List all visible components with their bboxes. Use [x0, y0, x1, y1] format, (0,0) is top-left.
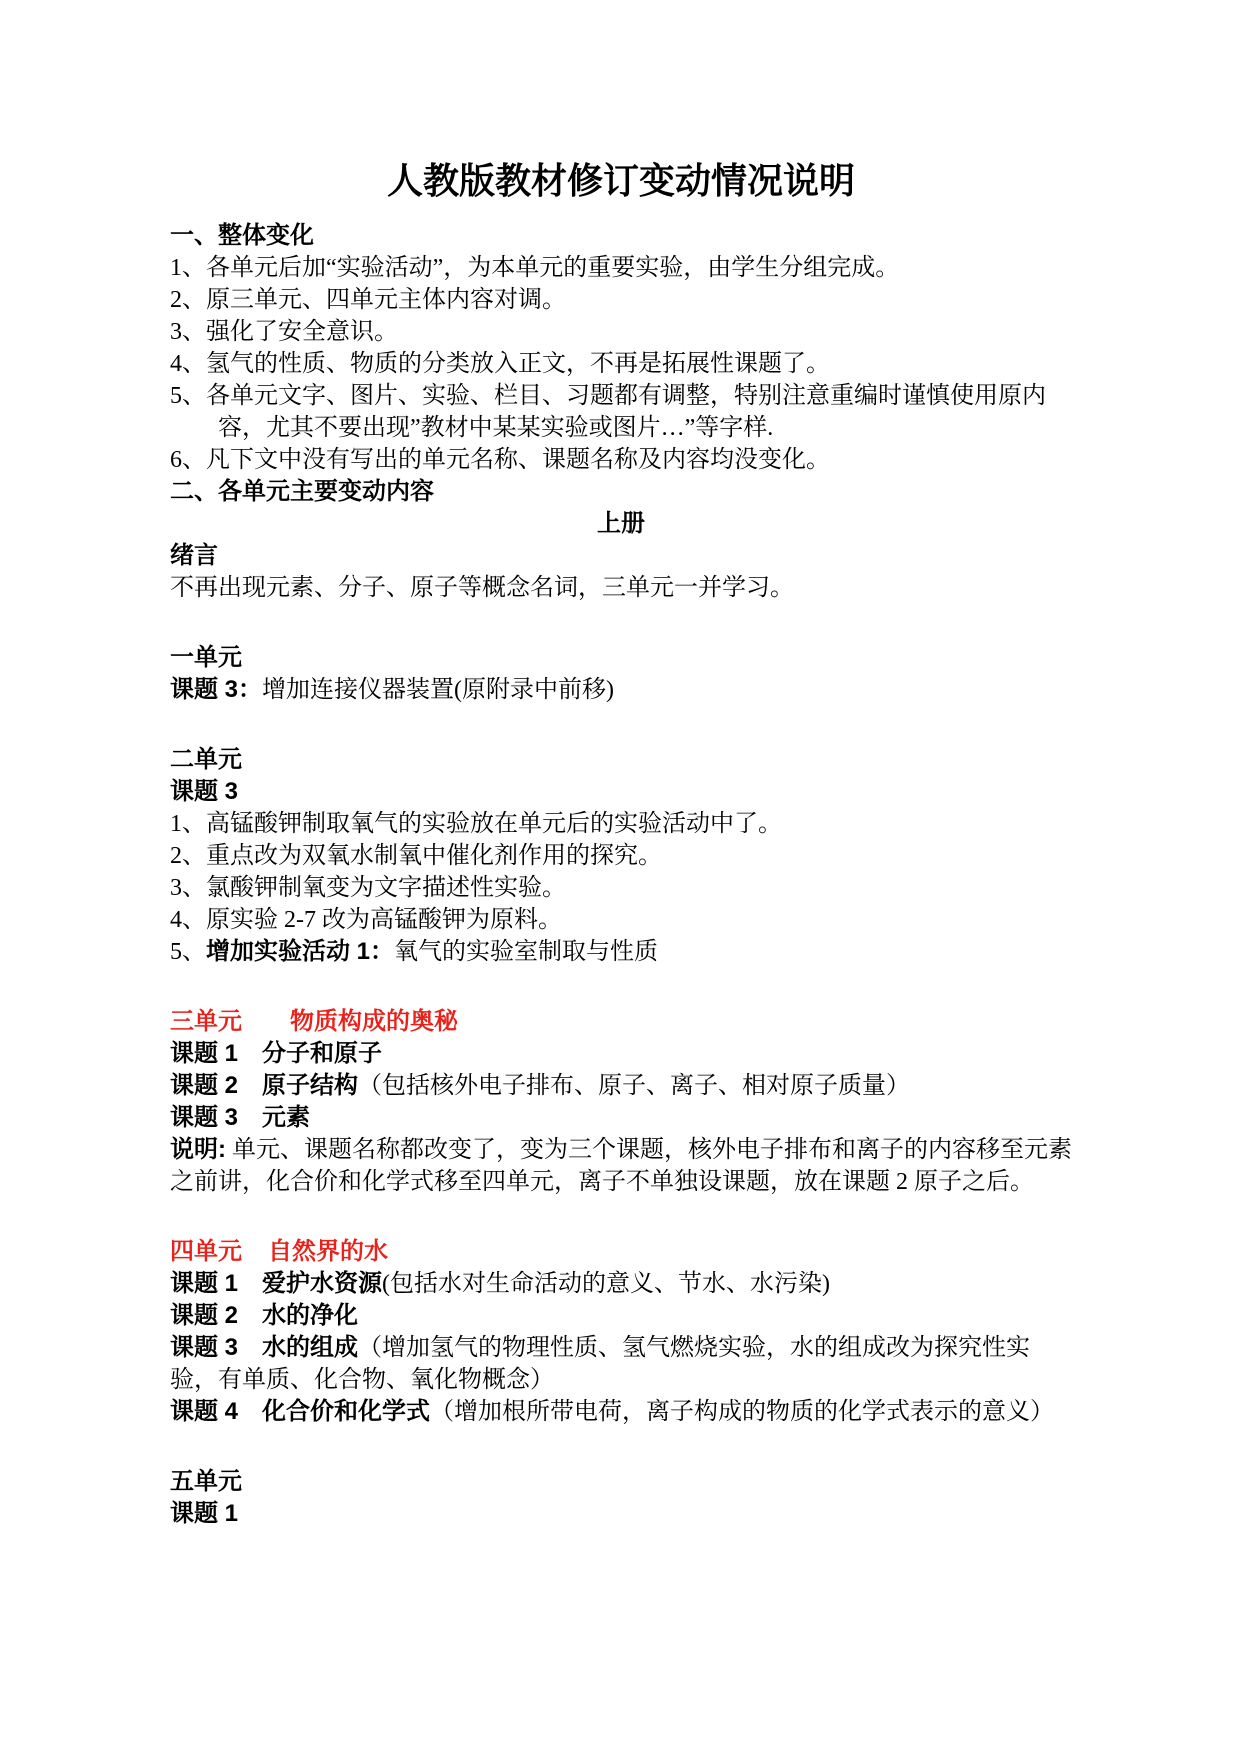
topic-row: [170, 1038, 1072, 1070]
topic-row: [170, 1268, 1072, 1300]
unit-2: [170, 744, 1072, 968]
list-item: [170, 936, 1072, 968]
topic-row: [170, 1396, 1072, 1428]
unit-number: 四单元: [170, 1238, 242, 1265]
list-item: 3、氯酸钾制氧变为文字描述性实验。: [170, 875, 566, 901]
unit-5-heading: 五单元: [170, 1468, 242, 1495]
topic-label: 课题 2: [170, 1302, 239, 1329]
topic-row: [170, 1070, 1072, 1102]
unit-1-heading: 一单元: [170, 644, 242, 671]
unit-3-heading: [170, 1006, 1072, 1038]
list-item: 3、强化了安全意识。: [170, 319, 398, 345]
unit-number: 三单元: [170, 1008, 242, 1035]
note-label: 说明:: [170, 1136, 226, 1163]
unit-5: [170, 1466, 1072, 1530]
topic-note: （增加根所带电荷，离子构成的物质的化学式表示的意义）: [430, 1399, 1055, 1425]
list-item-text: 氧气的实验室制取与性质: [394, 939, 659, 965]
topic-label: 课题 2: [170, 1072, 239, 1099]
list-item: 4、氢气的性质、物质的分类放入正文，不再是拓展性课题了。: [170, 351, 830, 377]
topic-title: 原子结构: [262, 1072, 359, 1099]
topic-title: 水的净化: [262, 1302, 359, 1329]
topic-row: [170, 1102, 1072, 1134]
unit-4-heading: [170, 1236, 1072, 1268]
topic-note: （包括核外电子排布、原子、离子、相对原子质量）: [358, 1073, 911, 1099]
units-section-heading: 二、各单元主要变动内容: [170, 478, 434, 505]
topic-label: 课题 4: [170, 1398, 239, 1425]
unit-4: [170, 1236, 1072, 1428]
topic-title: 水的组成: [262, 1334, 359, 1361]
topic-label: 课题 3: [170, 1104, 239, 1131]
unit-1-topic-3: [170, 674, 1072, 706]
volume-label: 上册: [597, 510, 645, 537]
list-item: 2、重点改为双氧水制氧中催化剂作用的探究。: [170, 843, 662, 869]
page-title: 人教版教材修订变动情况说明: [386, 161, 855, 201]
topic-label: 课题 3: [170, 1334, 239, 1361]
list-item: 1、高锰酸钾制取氧气的实验放在单元后的实验活动中了。: [170, 811, 782, 837]
unit-2-heading: 二单元: [170, 746, 242, 773]
unit-3-note: [170, 1134, 1072, 1198]
topic-title: 元素: [262, 1104, 311, 1131]
list-item: 1、各单元后加“实验活动”，为本单元的重要实验，由学生分组完成。: [170, 255, 900, 281]
topic-label: 课题 3：: [170, 676, 263, 703]
topic-title: 爱护水资源: [262, 1270, 383, 1297]
preface-text: 不再出现元素、分子、原子等概念名词，三单元一并学习。: [170, 575, 794, 601]
topic-note: （增加氢气的物理性质、氢气燃烧实验，水的组成改为探究性实验，有单质、化合物、氧化物概念）: [170, 1335, 1031, 1393]
topic-text: 增加连接仪器装置(原附录中前移): [262, 677, 614, 703]
unit-5-topic-heading: 课题 1: [170, 1500, 239, 1527]
topic-title: 化合价和化学式: [262, 1398, 431, 1425]
list-item: 5、各单元文字、图片、实验、栏目、习题都有调整，特别注意重编时谨慎使用原内容，尤其不要出现”教材中某某实验或图片…”等字样.: [170, 383, 1046, 441]
topic-row: [170, 1300, 1072, 1332]
unit-3: [170, 1006, 1072, 1198]
topic-label: 课题 1: [170, 1270, 239, 1297]
list-item: 4、原实验 2-7 改为高锰酸钾为原料。: [170, 907, 562, 933]
topic-note: (包括水对生命活动的意义、节水、水污染): [382, 1271, 830, 1297]
topic-title: 分子和原子: [262, 1040, 383, 1067]
unit-name: 自然界的水: [268, 1238, 388, 1265]
unit-1: [170, 642, 1072, 706]
topic-label: 课题 1: [170, 1040, 239, 1067]
list-item-bold-text: 增加实验活动 1：: [206, 938, 395, 965]
overall-heading: 一、整体变化: [170, 222, 314, 249]
topic-row: [170, 1332, 1072, 1396]
list-item: 6、凡下文中没有写出的单元名称、课题名称及内容均没变化。: [170, 447, 830, 473]
list-item: 2、原三单元、四单元主体内容对调。: [170, 287, 566, 313]
preface-heading: 绪言: [170, 542, 218, 569]
unit-name: 物质构成的奥秘: [290, 1008, 458, 1035]
list-item-number: 5、: [170, 939, 206, 965]
note-text: 单元、课题名称都改变了，变为三个课题，核外电子排布和离子的内容移至元素之前讲，化合价和化学式移至四单元，离子不单独设课题，放在课题 2 原子之后。: [170, 1137, 1072, 1195]
unit-2-topic-heading: 课题 3: [170, 778, 239, 805]
